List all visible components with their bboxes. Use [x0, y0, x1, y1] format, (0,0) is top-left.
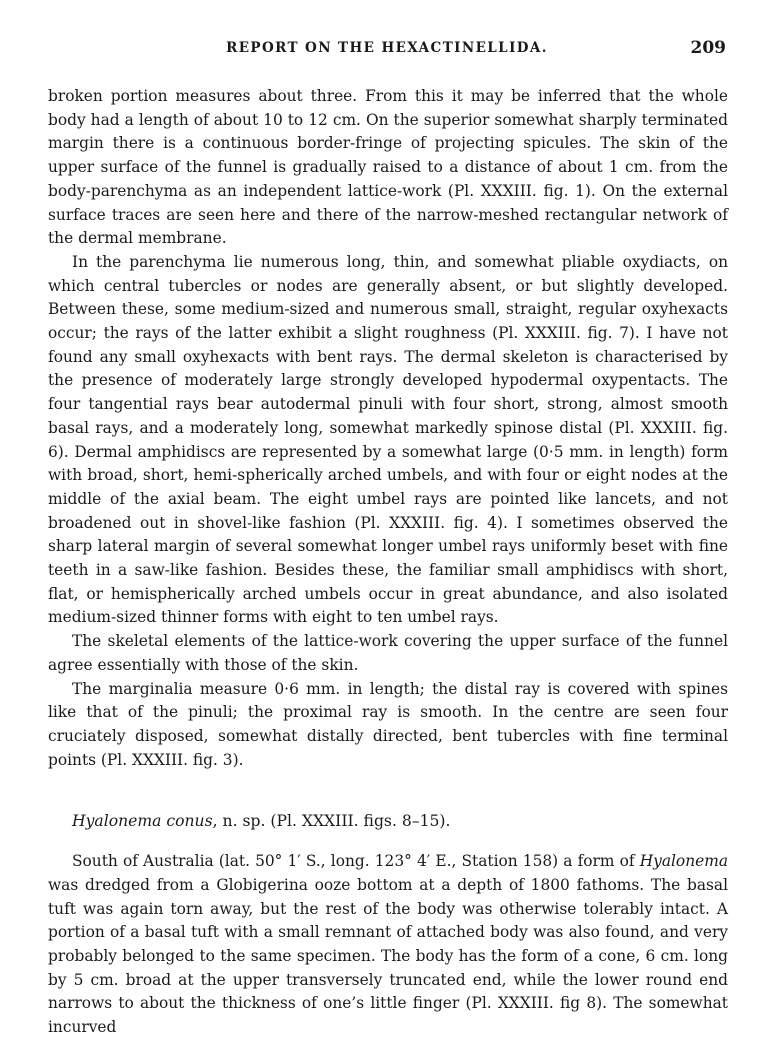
species-name: Hyalonema conus: [72, 812, 213, 831]
description-part-2: was dredged from a Globigerina ooze bottom at a depth of 1800 fathoms. The basal tuft was again torn away, but the rest of the body was otherwise tolerably intact. A portion of a basal tuft with a small remnant of attached body was also found, and very probably belonged to the same specimen. The body has the form of a cone, 6 cm. long by 5 cm. broad at the upper transversely truncated end, while the lower round end narrows to about the thickness of one’s little finger (Pl. XXXIII. fig 8). The somewhat incurved: [48, 875, 728, 1037]
paragraph-lattice-work: The skeletal elements of the lattice-work covering the upper surface of the funnel agree essentially with those of the skin.: [48, 632, 728, 674]
heading-reference: , n. sp. (Pl. XXXIII. figs. 8–15).: [212, 812, 451, 831]
running-title: REPORT ON THE HEXACTINELLIDA.: [226, 40, 548, 56]
body-text: [48, 85, 728, 1040]
paragraph-continued: broken portion measures about three. From this it may be inferred that the whole body had a length of about 10 to 12 cm. On the superior somewhat sharply terminated margin there is a continuous border-fringe of projecting spicules. The skin of the upper surface of the funnel is gradually raised to a distance of about 1 cm. from the body-parenchyma as an independent lattice-work (Pl. XXXIII. fig. 1). On the external surface traces are seen here and there of the narrow-meshed rectangular network of the dermal membrane.: [48, 87, 728, 248]
paragraph-species-description: [48, 850, 728, 1040]
section-heading: [48, 810, 728, 834]
genus-name: Hyalonema: [639, 852, 728, 871]
paragraph-marginalia: The marginalia measure 0·6 mm. in length; the distal ray is covered with spines like that of the pinuli; the proximal ray is smooth. In the centre are seen four cruciately disposed, somewhat distally directed, bent tubercles with fine terminal points (Pl. XXXIII. fig. 3).: [48, 679, 728, 769]
running-header: [48, 40, 726, 60]
page-number: 209: [690, 38, 726, 58]
species-section: [48, 810, 728, 1039]
description-part-1: South of Australia (lat. 50° 1′ S., long. 123° 4′ E., Station 158) a form of: [72, 852, 640, 871]
paragraph-parenchyma: In the parenchyma lie numerous long, thin, and somewhat pliable oxydiacts, on which central tubercles or nodes are generally absent, or but slightly developed. Between these, some medium-sized and numerous small, straight, regular oxyhexacts occur; the rays of the latter exhibit a slight roughness (Pl. XXXIII. fig. 7). I have not found any small oxyhexacts with bent rays. The dermal skeleton is characterised by the presence of moderately large strongly developed hypodermal oxypentacts. The four tangential rays bear autodermal pinuli with four short, strong, almost smooth basal rays, and a moderately long, somewhat markedly spinose distal (Pl. XXXIII. fig. 6). Dermal amphidiscs are represented by a somewhat large (0·5 mm. in length) form with broad, short, hemi-spherically arched umbels, and with four or eight nodes at the middle of the axial beam. The eight umbel rays are pointed like lancets, and not broadened out in shovel-like fashion (Pl. XXXIII. fig. 4). I sometimes observed the sharp lateral margin of several somewhat longer umbel rays uniformly beset with fine teeth in a saw-like fashion. Besides these, the familiar small amphidiscs with short, flat, or hemispherically arched umbels occur in great abundance, and also isolated medium-sized thinner forms with eight to ten umbel rays.: [48, 252, 728, 627]
